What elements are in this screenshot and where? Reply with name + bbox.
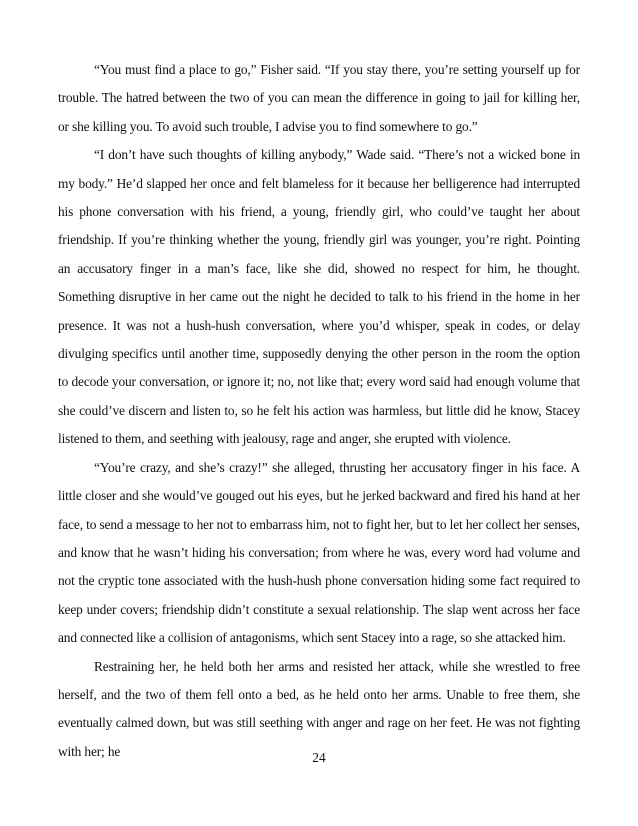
paragraph-stacey-accusation: “You’re crazy, and she’s crazy!” she alleged, thrusting her accusatory finger in his face. A little closer and she would’ve gouged out his eyes, but he jerked backward and fired his hand at her face, to send a message to her not to embarrass him, not to fight her, but to let her collect her senses, and know that he wasn’t hiding his conversation; from where he was, every word had volume and not the cryptic tone associated with the hush-hush phone conversation hiding some fact required to keep under covers; friendship didn’t constitute a sexual relationship. The slap went across her face and connected like a collision of antagonisms, which sent Stacey into a rage, so she attacked him.: [58, 459, 580, 646]
paragraph-restraint: Restraining her, he held both her arms and resisted her attack, while she wrestled to free herself, and the two of them fell onto a bed, as he held onto her arms. Unable to free them, she eventually calmed down, but was still seething with anger and rage on her feet. He was not fighting with her; he: [58, 658, 580, 759]
body-text: [58, 56, 580, 766]
paragraph-fisher-advice: “You must find a place to go,” Fisher said. “If you stay there, you’re setting yourself up for trouble. The hatred between the two of you can mean the difference in going to jail for killing her, or she killing you. To avoid such trouble, I advise you to find somewhere to go.”: [58, 62, 580, 134]
paragraph-wade-reply: “I don’t have such thoughts of killing anybody,” Wade said. “There’s not a wicked bone in my body.” He’d slapped her once and felt blameless for it because her belligerence had interrupted his phone conversation with his friend, a young, friendly girl, who could’ve taught her about friendship. If you’re thinking whether the young, friendly girl was younger, you’re right. Pointing an accusatory finger in a man’s face, like she did, showed no respect for him, he thought. Something disruptive in her came out the night he decided to talk to his friend in the home in her presence. It was not a hush-hush conversation, where you’d whisper, speak in codes, or delay divulging specifics until another time, supposedly denying the other person in the room the option to decode your conversation, or ignore it; no, not like that; every word said had enough volume that she could’ve discern and listen to, so he felt his action was harmless, but little did he know, Stacey listened to them, and seething with jealousy, rage and anger, she erupted with violence.: [58, 147, 580, 447]
page-number: 24: [312, 750, 326, 765]
